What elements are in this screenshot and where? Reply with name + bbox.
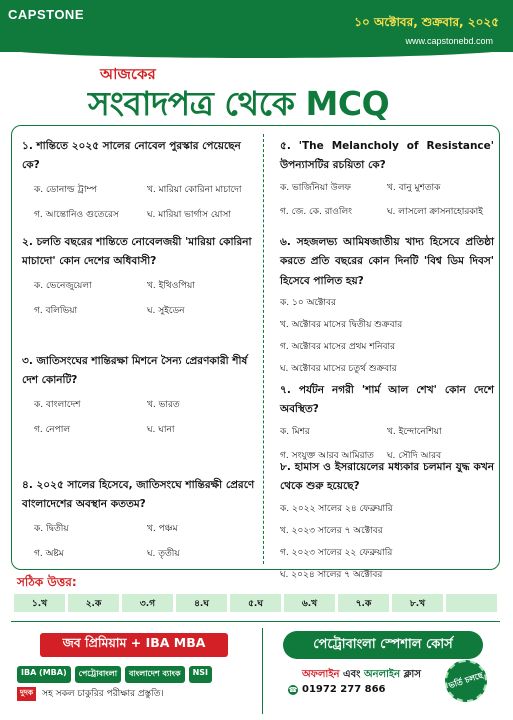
option[interactable]: খ. ভারত <box>147 399 180 410</box>
answer-cell <box>446 594 497 612</box>
mode-suffix: ক্লাস <box>400 669 421 680</box>
option[interactable]: খ. ইথিওপিয়া <box>147 280 195 291</box>
headline-kicker: আজকের <box>100 65 156 83</box>
exam-tag: IBA (MBA) <box>17 666 71 683</box>
tagline: সহ সকল চাকুরির পরীক্ষার প্রস্তুতি। <box>42 689 164 699</box>
option[interactable]: ক. বাংলাদেশ <box>34 399 81 410</box>
header-date: ১০ অক্টোবর, শুক্রবার, ২০২৫ <box>354 15 499 29</box>
option[interactable]: খ. অক্টোবর মাসের দ্বিতীয় শুক্রবার <box>280 320 403 331</box>
option[interactable]: ঘ. অক্টোবর মাসের চতুর্থ শুক্রবার <box>280 364 397 375</box>
answer-key-strip <box>11 594 500 612</box>
option[interactable]: গ. অষ্টম <box>34 548 64 559</box>
footer-vertical-divider <box>262 628 263 714</box>
question-text: ২. চলতি বছরের শান্তিতে নোবেলজয়ী 'মারিয়া কোরিনা মাচাদো' কোন দেশের অধিবাসী? <box>22 236 252 268</box>
option[interactable]: ক. ২০২২ সালের ২৪ ফেব্রুয়ারি <box>280 503 393 514</box>
question-7 <box>280 381 494 463</box>
options <box>22 521 260 561</box>
answer-key-label: সঠিক উত্তর: <box>17 575 77 589</box>
answer-cell: ২.ক <box>68 594 119 612</box>
exam-tag: NSI <box>189 666 212 683</box>
answer-cell: ৭.ক <box>338 594 389 612</box>
phone-number[interactable]: 01972 277 866 <box>302 684 386 695</box>
options <box>22 182 260 222</box>
answer-cell: ৮.খ <box>392 594 443 612</box>
answer-cell: ৪.ঘ <box>176 594 227 612</box>
question-4 <box>22 476 260 561</box>
option[interactable]: গ. জে. কে. রাওলিং <box>280 206 353 217</box>
question-3 <box>22 352 260 437</box>
question-text: ৫. 'The Melancholy of Resistance' উপন্যাসটির রচয়িতা কে? <box>280 140 494 172</box>
options <box>280 501 494 582</box>
question-2 <box>22 233 260 318</box>
mode-online: অনলাইন <box>363 669 401 680</box>
option[interactable]: গ. বলিভিয়া <box>34 305 78 316</box>
option[interactable]: ক. ডোনাল্ড ট্রাম্প <box>34 184 97 195</box>
mode-offline: অফলাইন <box>302 669 340 680</box>
exam-tag: পেট্রোবাংলা <box>75 666 121 683</box>
options <box>280 424 494 463</box>
options <box>280 180 494 219</box>
promo-banner[interactable]: জব প্রিমিয়াম + IBA MBA <box>40 633 228 657</box>
option[interactable]: ঘ. সৌদি আরব <box>387 450 442 461</box>
exam-tag: বাংলাদেশ ব্যাংক <box>125 666 185 683</box>
options <box>280 295 494 376</box>
option[interactable]: খ. ২০২৩ সালের ৭ অক্টোবর <box>280 525 383 536</box>
option[interactable]: খ. ইন্দোনেশিয়া <box>387 426 442 437</box>
option[interactable]: খ. মারিয়া কোরিনা মাচাদো <box>147 184 242 195</box>
tagline-row <box>17 686 164 701</box>
option[interactable]: গ. সংযুক্ত আরব আমিরাত <box>280 450 374 461</box>
contact-phone[interactable] <box>288 684 386 695</box>
option[interactable]: ঘ. তৃতীয় <box>147 548 180 559</box>
question-5 <box>280 137 494 219</box>
exam-tag-small: দুদক <box>17 687 36 701</box>
option[interactable]: ঘ. মারিয়া ভার্গাস য়োসা <box>147 209 231 220</box>
option[interactable]: ঘ. সুইডেন <box>147 305 185 316</box>
question-text: ৮. হামাস ও ইসরায়েলের মধ্যকার চলমান যুদ্ধ কখন থেকে শুরু হয়েছে? <box>280 461 494 493</box>
option[interactable]: গ. অক্টোবর মাসের প্রথম শনিবার <box>280 342 396 353</box>
option[interactable]: ঘ. ২০২৪ সালের ৭ অক্টোবর <box>280 569 383 580</box>
phone-icon: ☎ <box>288 685 298 694</box>
capstone-logo: CAPSTONE <box>8 7 84 22</box>
column-divider <box>263 134 264 564</box>
answer-cell: ৬.খ <box>284 594 335 612</box>
option[interactable]: ঘ. লাসলো ক্রাসনাহোরকাই <box>387 206 483 217</box>
option[interactable]: ক. ভার্জিনিয়া উলফ <box>280 182 351 193</box>
class-mode <box>302 667 421 684</box>
question-6 <box>280 233 494 383</box>
option[interactable]: ক. ভেনেজুয়েলা <box>34 280 92 291</box>
question-text: ৬. সহজলভ্য আমিষজাতীয় খাদ্য হিসেবে প্রতিষ্ঠা করতে প্রতি বছরের কোন দিনটি 'বিশ্ব ডিম দিবস' হিসেবে পালিত হয়? <box>280 236 494 287</box>
option[interactable]: ঘ. ঘানা <box>147 424 175 435</box>
option[interactable]: ক. দ্বিতীয় <box>34 523 69 534</box>
mode-and: এবং <box>339 669 364 680</box>
exam-tags <box>17 666 212 683</box>
page-title: সংবাদপত্র থেকে MCQ <box>88 84 390 123</box>
website-link[interactable]: www.capstonebd.com <box>405 36 493 46</box>
footer-divider <box>11 621 500 622</box>
question-8 <box>280 458 494 589</box>
option[interactable]: গ. আন্তোনিও গুতেরেস <box>34 209 119 220</box>
answer-cell: ১.খ <box>14 594 65 612</box>
course-banner[interactable]: পেট্রোবাংলা স্পেশাল কোর্স <box>283 631 483 659</box>
option[interactable]: গ. ২০২৩ সালের ২২ ফেব্রুয়ারি <box>280 547 393 558</box>
question-text: ৪. ২০২৫ সালের হিসেবে, জাতিসংঘে শান্তিরক্ষী প্রেরণে বাংলাদেশের অবস্থান কততম? <box>22 479 255 511</box>
options <box>22 397 260 437</box>
admission-badge[interactable]: ভর্তি চলছে <box>440 655 493 708</box>
option[interactable]: ক. মিশর <box>280 426 310 437</box>
question-text: ৩. জাতিসংঘের শান্তিরক্ষা মিশনে সৈন্য প্রেরণকারী শীর্ষ দেশ কোনটি? <box>22 355 248 387</box>
question-text: ৭. পর্যটন নগরী 'শার্ম আল শেখ' কোন দেশে অবস্থিত? <box>280 384 494 416</box>
answer-cell: ৩.গ <box>122 594 173 612</box>
options <box>22 278 260 318</box>
option[interactable]: খ. বানু মুশতাক <box>387 182 441 193</box>
question-1 <box>22 137 260 222</box>
answer-cell: ৫.ঘ <box>230 594 281 612</box>
option[interactable]: গ. নেপাল <box>34 424 71 435</box>
option[interactable]: খ. পঞ্চম <box>147 523 178 534</box>
question-text: ১. শান্তিতে ২০২৫ সালের নোবেল পুরস্কার পেয়েছেন কে? <box>22 140 241 172</box>
option[interactable]: ক. ১০ অক্টোবর <box>280 298 336 309</box>
